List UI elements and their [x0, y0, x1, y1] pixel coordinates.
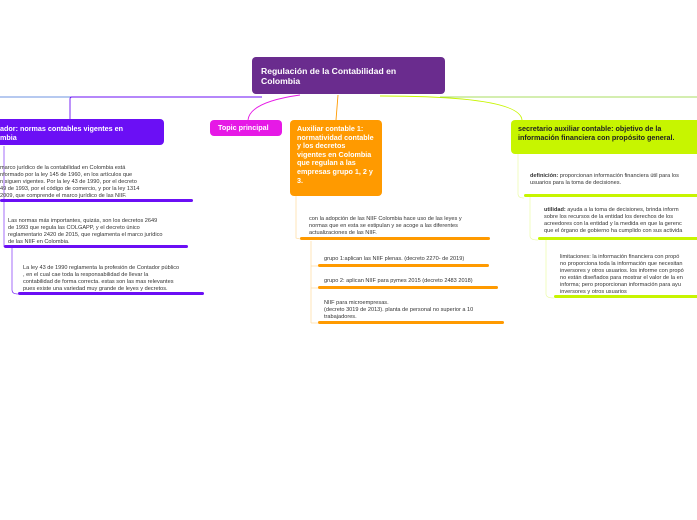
- underline-aux-intro: [300, 237, 490, 240]
- underline-aux-group-1: [318, 264, 489, 267]
- branch-normas-title-line2: mbia: [0, 133, 17, 142]
- topic-principal-node[interactable]: [210, 120, 282, 136]
- aux-group-2: grupo 2: aplican NIIF para pymes 2015 (decreto 2483 2018): [324, 278, 473, 284]
- aux-group-3: NIIF para microempresas. (decreto 3019 de 2013). planta de personal no superior a 10 trabajadores.: [324, 300, 474, 320]
- secretario-auxiliar-node[interactable]: [511, 120, 697, 154]
- note-marco-juridico: marco jurídico de la contabilidad en Colombia está nformado por la ley 145 de 1960, en los artículos que n siguen vigentes. Por la ley 43 de 1990, por el decreto 49 de 1993, por el código de comercio, y por la ley 1314 2009, que comprende el marco jurídico de las NIIF.: [0, 165, 140, 199]
- aux-intro-text: con la adopción de las NIIF Colombia hace uso de las leyes y normas que en esta se estipulan y se acoge a las diferentes actualizaciones de las NIIF.: [309, 216, 462, 236]
- sec-item-definicion-label: definición:: [530, 173, 559, 179]
- root-title: Regulación de la Contabilidad en Colombia: [261, 66, 397, 86]
- note-ley-43: La ley 43 de 1990 reglamenta la profesión de Contador público , en el cual cae toda la responsabilidad de llevar la contabilidad de forma correcta. estas son las mas relevantes pues existe una variedad muy grande de leyes y decretos.: [23, 265, 180, 292]
- sec-item-definicion: [530, 173, 697, 187]
- connector-sec-item2: [530, 196, 538, 240]
- underline-aux-group-2: [318, 286, 498, 289]
- aux-group-1: grupo 1:aplican las NIIF plenas. (decreto 2270- de 2019): [324, 256, 465, 262]
- sec-item-limitaciones: [560, 254, 697, 296]
- connector-sec-items: [518, 154, 524, 198]
- branch-normas-title-line1: ador: normas contables vigentes en: [0, 124, 124, 133]
- underline-sec-item-3: [554, 295, 697, 298]
- underline-note-3: [18, 292, 204, 295]
- underline-sec-item-2: [538, 237, 697, 240]
- note-decretos: Las normas más importantes, quizás, son los decretos 2649 de 1993 que regula las COLGAPP, y el decreto único reglamentario 2420 de 2015, que reglamenta el marco jurídico de las NIIF en Colombia.: [8, 218, 163, 245]
- underline-aux-group-3: [318, 321, 504, 324]
- auxiliar-contable-node[interactable]: [290, 120, 382, 196]
- sec-item-definicion-text: proporcionan información financiera útil para los usuarios para la toma de decisiones.: [530, 173, 679, 186]
- underline-note-2: [4, 245, 188, 248]
- underline-note-1: [0, 199, 193, 202]
- auxiliar-contable-title: Auxiliar contable 1: normatividad contable y los decretos vigentes en Colombia que regulan a las empresas grupo 1, 2 y 3.: [297, 124, 374, 185]
- root-node[interactable]: [252, 57, 445, 94]
- secretario-auxiliar-title: secretario auxiliar contable: objetivo de la información financiera con propósito general.: [518, 124, 675, 142]
- connector-root-secretario: [380, 96, 522, 120]
- sec-item-utilidad: [544, 207, 697, 235]
- connector-root-purple: [70, 97, 262, 120]
- sec-item-utilidad-label: utilidad:: [544, 207, 566, 213]
- connector-root-topic: [248, 95, 300, 120]
- sec-item-utilidad-text: ayuda a la toma de decisiones, brinda inform sobre los recursos de la entidad los derechos de los acreedores con la entidad y la medida en que la gerenc que el órgano de gobierno ha cumplido con sus activida: [544, 207, 683, 234]
- connector-left-note3: [12, 247, 18, 294]
- connector-root-auxiliar: [336, 95, 338, 120]
- sec-item-limitaciones-text: limitaciones: la información financiera con propó no proporciona toda la información que necesitan inversores y otros usuarios. los informe con propó no están diseñados para mostrar el valor de la en informa; pero proporcionan información para ayu inversores y otros usuarios: [560, 254, 684, 295]
- topic-principal-title: Topic principal: [218, 123, 269, 132]
- connector-sec-item3: [546, 240, 554, 298]
- branch-normas-vigentes[interactable]: [0, 119, 164, 145]
- underline-sec-item-1: [524, 194, 697, 197]
- connector-aux-intro: [296, 196, 300, 239]
